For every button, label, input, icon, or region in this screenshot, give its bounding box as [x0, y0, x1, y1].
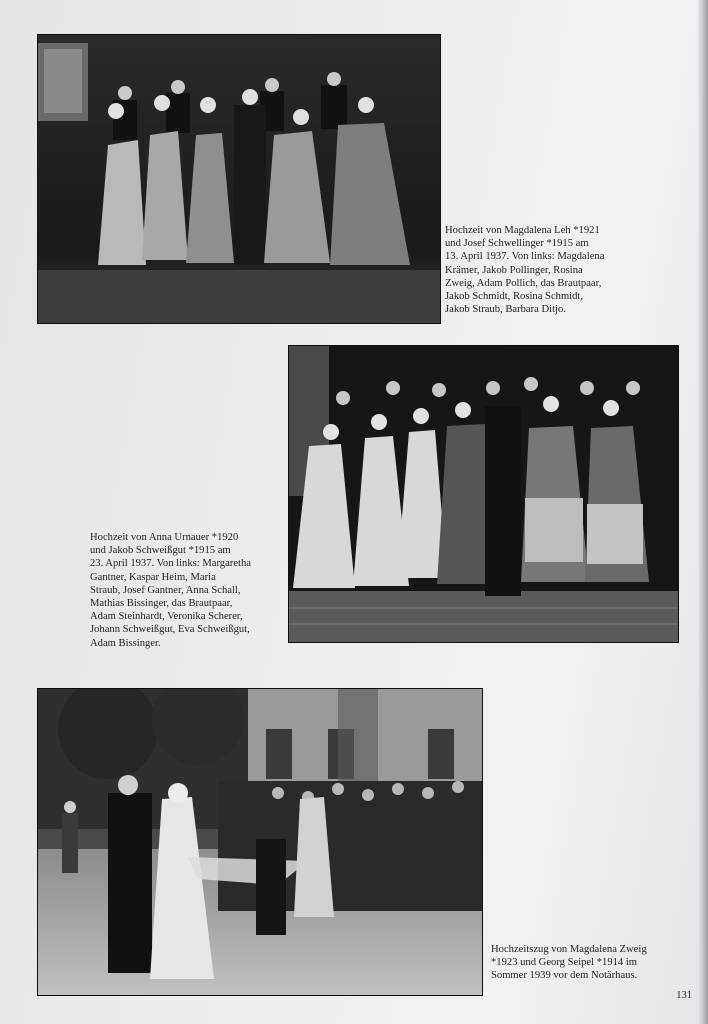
caption-line: Sommer 1939 vor dem Notärhaus. [491, 970, 638, 982]
caption-line: Jakob Schmidt, Rosina Schmidt, [445, 291, 584, 303]
caption-line: 23. April 1937. Von links: Margaretha [90, 558, 251, 570]
wedding-photo-1 [37, 34, 441, 324]
caption-line: Johann Schweißgut, Eva Schweißgut, [90, 624, 250, 636]
caption-line: Krämer, Jakob Pollinger, Rosina [445, 264, 583, 276]
caption-line: Hochzeit von Magdalena Leh *1921 [445, 225, 600, 236]
page-number: 131 [676, 990, 692, 1001]
caption-figure-1 [445, 224, 604, 316]
caption-line: Straub, Josef Gantner, Anna Schall, [90, 584, 241, 596]
caption-line: Mathias Bissinger, das Brautpaar, [90, 598, 233, 610]
caption-line: Gantner, Kaspar Heim, Maria [90, 571, 216, 583]
caption-line: Zweig, Adam Pollich, das Brautpaar, [445, 277, 602, 289]
caption-line: und Josef Schwellinger *1915 am [445, 238, 589, 250]
caption-line: Hochzeit von Anna Urnauer *1920 [90, 532, 239, 543]
page-edge [698, 0, 708, 1024]
caption-line: und Jakob Schweißgut *1915 am [90, 545, 231, 557]
caption-line: *1923 und Georg Seipel *1914 im [491, 957, 638, 969]
caption-line: Adam Steinhardt, Veronika Scherer, [90, 611, 243, 623]
wedding-procession-photo [37, 688, 483, 996]
caption-line: Jakob Straub, Barbara Ditjo. [445, 304, 566, 316]
caption-line: Adam Bissinger. [90, 637, 161, 649]
caption-line: Hochzeitszug von Magdalena Zweig [491, 944, 647, 955]
caption-figure-3 [491, 943, 647, 983]
caption-line: 13. April 1937. Von links: Magdalena [445, 251, 605, 263]
wedding-photo-2 [288, 345, 679, 643]
caption-figure-2 [90, 531, 251, 650]
